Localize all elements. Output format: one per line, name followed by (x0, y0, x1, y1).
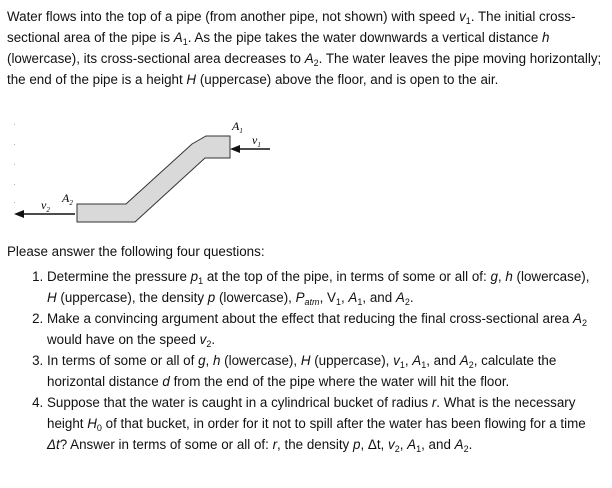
floor-dotted-marks (14, 124, 15, 203)
intro-var-v: v (459, 9, 466, 24)
question-4: 4. Suppose that the water is caught in a cylindrical bucket of radius r. What is the necessary height $H_0$ of that bucket, in order for it not to spill after the water has been flowing for a time Δt? Answer in terms of some or all of: r, the density p, Δt, $v_2$, $A_1$, and $A_2$. (47, 392, 599, 455)
question-3: 3. In terms of some or all of g, h (lowercase), H (uppercase), $v_1$, $A_1$, and $A_2$, calculate the horizontal distance d from the end of the pipe where the water will hit the floor. (47, 350, 599, 392)
intro-sub-v1: 1 (465, 16, 471, 26)
intro-text-5: . The water leaves the pipe moving horizontally; the end of the pipe is a height (7, 51, 602, 87)
label-A1: $A_1$ (232, 119, 243, 135)
intro-var-A1: A (173, 30, 183, 45)
arrow-v2-head (14, 210, 24, 218)
pipe-shape (77, 136, 230, 222)
intro-text-4: (lowercase), its cross-sectional area decreases to (7, 51, 305, 66)
intro-text-1: Water flows into the top of a pipe (from another pipe, not shown) with speed (7, 9, 460, 24)
label-v2: $v_2$ (41, 198, 50, 214)
label-v1: $v_1$ (252, 133, 261, 149)
pipe-diagram (0, 112, 300, 234)
intro-sub-A2: 2 (313, 58, 319, 68)
intro-sub-A1: 1 (182, 37, 188, 47)
question-2: 2. Make a convincing argument about the effect that reducing the final cross-sectional area $A_2$ would have on the speed $v_2$. (47, 308, 599, 350)
arrow-v1-head (230, 145, 240, 153)
problem-intro (7, 6, 605, 90)
questions-list (0, 266, 599, 455)
intro-var-A2: A (304, 51, 314, 66)
intro-var-h: h (542, 30, 550, 45)
intro-text-3: . As the pipe takes the water downwards a vertical distance (187, 30, 542, 45)
intro-var-H: H (186, 72, 197, 87)
question-1: 1. Determine the pressure $p_1$ at the top of the pipe, in terms of some or all of: g, h (lowercase), H (uppercase), the density p (lowercase), $P_{atm}$, $V_1$, $A_1$, and $A_2$. (47, 266, 599, 308)
questions-lead: Please answer the following four questions: (7, 244, 265, 259)
intro-text-2: . The initial cross-sectional area of the pipe is (7, 9, 576, 45)
intro-text-6: (uppercase) above the floor, and is open to the air. (196, 72, 499, 87)
label-A2: $A_2$ (62, 191, 73, 207)
